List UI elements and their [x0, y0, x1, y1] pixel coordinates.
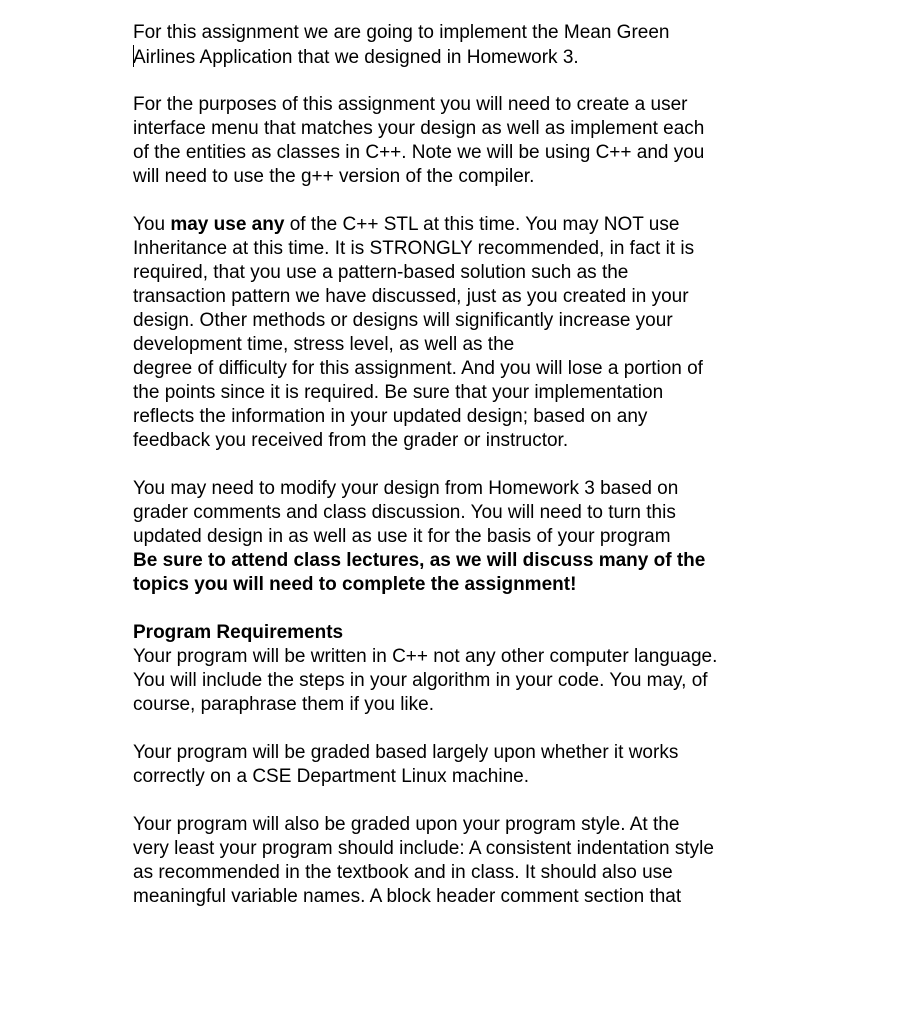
- text-line: will need to use the g++ version of the compiler.: [133, 166, 535, 187]
- text-line: degree of difficulty for this assignment. And you will lose a portion of: [133, 358, 703, 379]
- text-line: You may need to modify your design from Homework 3 based on: [133, 478, 679, 499]
- text-line: You will include the steps in your algorithm in your code. You may, of: [133, 670, 708, 691]
- text-line: design. Other methods or designs will significantly increase your: [133, 310, 673, 331]
- paragraph-intro: [133, 21, 783, 69]
- text-line: correctly on a CSE Department Linux machine.: [133, 766, 530, 787]
- text-line: course, paraphrase them if you like.: [133, 694, 434, 715]
- text-line: Inheritance at this time. It is STRONGLY recommended, in fact it is: [133, 238, 695, 259]
- text-line: feedback you received from the grader or instructor.: [133, 430, 569, 451]
- text-line: updated design in as well as use it for the basis of your program: [133, 526, 671, 547]
- text-line: meaningful variable names. A block header comment section that: [133, 886, 682, 907]
- text-line: Your program will be graded based largely upon whether it works: [133, 742, 679, 763]
- paragraph-stl-usage: [133, 213, 783, 453]
- section-program-requirements: [133, 621, 783, 717]
- bold-text-run: may use any: [170, 214, 285, 235]
- text-line: required, that you use a pattern-based solution such as the: [133, 262, 629, 283]
- paragraph-design-modification: [133, 477, 783, 597]
- text-line: very least your program should include: A consistent indentation style: [133, 838, 714, 859]
- document-page: [133, 21, 783, 933]
- text-line: Your program will be written in C++ not any other computer language.: [133, 646, 718, 667]
- text-line-with-cursor[interactable]: [133, 45, 783, 69]
- text-line: development time, stress level, as well as the: [133, 334, 515, 355]
- text-line: Airlines Application that we designed in Homework 3.: [133, 47, 579, 68]
- text-line: grader comments and class discussion. You will need to turn this: [133, 502, 676, 523]
- paragraph-grading-style: [133, 813, 783, 909]
- text-run: You: [133, 214, 171, 235]
- text-line: Your program will also be graded upon your program style. At the: [133, 814, 680, 835]
- bold-text-line: topics you will need to complete the assignment!: [133, 574, 577, 595]
- text-line: interface menu that matches your design as well as implement each: [133, 118, 705, 139]
- section-heading: Program Requirements: [133, 622, 344, 643]
- text-line: the points since it is required. Be sure that your implementation: [133, 382, 664, 403]
- text-run: of the C++ STL at this time. You may NOT use: [284, 214, 680, 235]
- paragraph-purposes: [133, 93, 783, 189]
- paragraph-grading-correctness: [133, 741, 783, 789]
- text-line: reflects the information in your updated design; based on any: [133, 406, 648, 427]
- bold-text-line: Be sure to attend class lectures, as we will discuss many of the: [133, 550, 706, 571]
- text-line: transaction pattern we have discussed, just as you created in your: [133, 286, 689, 307]
- text-line: [133, 213, 783, 237]
- text-line: For this assignment we are going to implement the Mean Green: [133, 22, 670, 43]
- text-line: For the purposes of this assignment you will need to create a user: [133, 94, 688, 115]
- text-line: as recommended in the textbook and in class. It should also use: [133, 862, 673, 883]
- text-line: of the entities as classes in C++. Note we will be using C++ and you: [133, 142, 705, 163]
